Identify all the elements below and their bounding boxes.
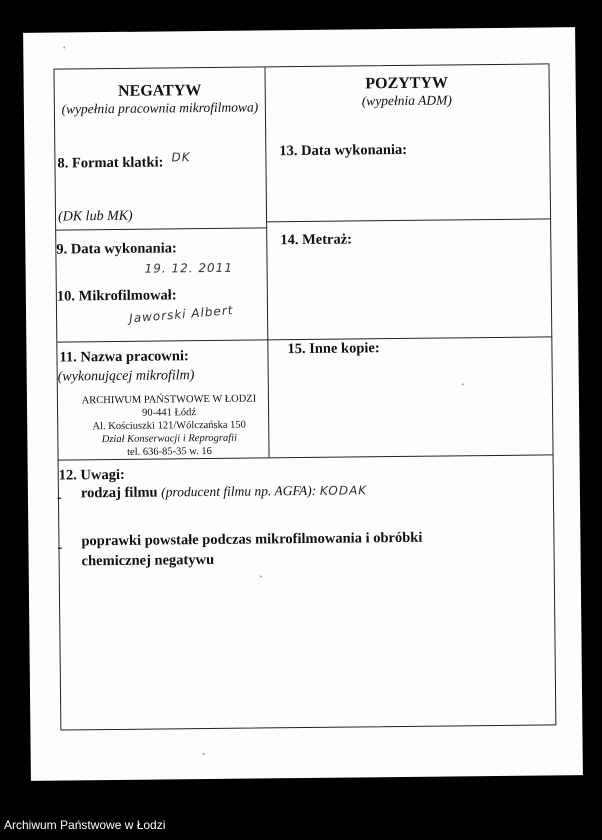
stamp-line-2: 90-441 Łódź bbox=[142, 407, 197, 419]
rodzaj-prefix: rodzaj filmu bbox=[80, 484, 158, 502]
mikrofilmowal-label: 10. Mikrofilmował: bbox=[56, 287, 177, 305]
rodzaj-bullet: - bbox=[56, 489, 62, 506]
row-divider-1-right bbox=[266, 218, 550, 222]
format-value: DK bbox=[171, 150, 191, 165]
pozytyw-title: POZYTYW bbox=[365, 74, 449, 93]
format-hint: (DK lub MK) bbox=[57, 208, 133, 225]
format-label: 8. Format klatki: bbox=[57, 154, 164, 172]
archive-stamp bbox=[54, 392, 285, 459]
speck bbox=[260, 575, 262, 577]
negatyw-title: NEGATYW bbox=[117, 82, 202, 100]
row-divider-1 bbox=[56, 227, 266, 230]
nazwa-label: 11. Nazwa pracowni: bbox=[59, 348, 189, 366]
speck bbox=[203, 753, 205, 755]
poprawki-bullet: - bbox=[57, 539, 63, 556]
poprawki-line-1: poprawki powstałe podczas mikrofilmowania i obróbki bbox=[81, 529, 423, 550]
uwagi-label: 12. Uwagi: bbox=[58, 466, 125, 484]
mikrofilmowal-signature: Jaworski Albert bbox=[128, 303, 234, 326]
pozytyw-subtitle: (wypełnia ADM) bbox=[361, 92, 452, 109]
rodzaj-hint: (producent filmu np. AGFA): bbox=[161, 482, 317, 500]
stamp-line-4: Dział Konserwacji i Reprografii bbox=[101, 432, 238, 446]
negatyw-subtitle: (wypełnia pracownia mikrofilmowa) bbox=[61, 99, 259, 117]
archive-caption: Archiwum Państwowe w Łodzi bbox=[4, 818, 166, 832]
form-sheet bbox=[23, 27, 583, 781]
nazwa-hint: (wykonującej mikrofilm) bbox=[57, 368, 195, 385]
microfilm-form bbox=[53, 63, 556, 730]
stamp-line-5: tel. 636-85-35 w. 16 bbox=[127, 445, 212, 458]
stamp-line-1: ARCHIWUM PAŃSTWOWE W ŁODZI bbox=[81, 393, 257, 407]
data-negatyw-value: 19. 12. 2011 bbox=[144, 260, 233, 276]
data-negatyw-label: 9. Data wykonania: bbox=[56, 240, 177, 258]
rodzaj-value: KODAK bbox=[319, 483, 368, 498]
stamp-line-3: Al. Kościuszki 121/Wólczańska 150 bbox=[92, 419, 246, 433]
data-pozytyw-label: 13. Data wykonania: bbox=[279, 141, 408, 160]
metraz-label: 14. Metraż: bbox=[280, 231, 353, 249]
inne-kopie-label: 15. Inne kopie: bbox=[287, 340, 380, 358]
speck bbox=[63, 46, 65, 48]
rodzaj-line bbox=[81, 482, 367, 502]
speck bbox=[462, 383, 464, 385]
poprawki-line-2: chemicznej negatywu bbox=[81, 551, 215, 570]
